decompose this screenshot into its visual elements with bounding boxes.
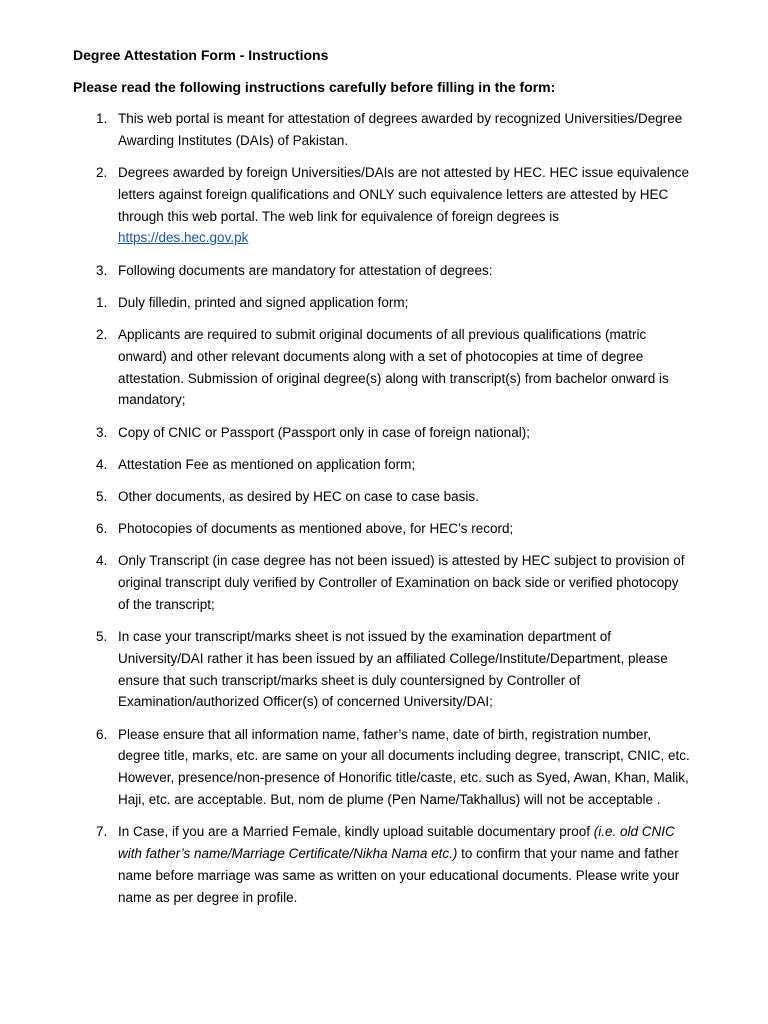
item-text: This web portal is meant for attestation of degrees awarded by recognized Universities/Degree Awarding Institutes (DAIs) of Pakistan. bbox=[118, 111, 683, 148]
item-text: Copy of CNIC or Passport (Passport only in case of foreign national); bbox=[118, 424, 530, 440]
item-number: 1. bbox=[96, 294, 108, 310]
item-text-italic: (i.e. old CNIC with father’s name/Marriage Certificate/Nikha Nama etc.) bbox=[118, 824, 675, 861]
list-item bbox=[73, 821, 693, 908]
instructions-list bbox=[73, 108, 693, 908]
list-item bbox=[73, 260, 693, 282]
item-text: Following documents are mandatory for attestation of degrees: bbox=[118, 262, 493, 278]
item-number: 5. bbox=[96, 629, 108, 645]
list-item bbox=[73, 162, 693, 249]
item-text-after: to confirm that your name and father name before marriage was same as written on your educational documents. Please write your name as per degree in profile. bbox=[118, 846, 680, 905]
item-number: 2. bbox=[96, 326, 108, 342]
item-text: In case your transcript/marks sheet is not issued by the examination department of University/DAI rather it has been issued by an affiliated College/Institute/Department, please ensure that such transcript/marks sheet is duly countersigned by Controller of Examination/authorized Officer(s) of concerned University/DAI; bbox=[118, 629, 668, 710]
list-item bbox=[73, 454, 693, 476]
item-number: 1. bbox=[96, 111, 108, 126]
equivalence-link[interactable]: https://des.hec.gov.pk bbox=[118, 230, 249, 246]
list-item bbox=[73, 518, 693, 540]
document-page bbox=[73, 44, 693, 919]
item-text: Only Transcript (in case degree has not been issued) is attested by HEC subject to provision of original transcript duly verified by Controller of Examination on back side or verified photocopy of the transcript; bbox=[118, 553, 685, 612]
item-text: Attestation Fee as mentioned on application form; bbox=[118, 456, 416, 472]
item-number: 4. bbox=[96, 456, 108, 472]
item-number: 4. bbox=[96, 553, 108, 569]
instructions-intro: Please read the following instructions carefully before filling in the form: bbox=[73, 79, 556, 95]
item-text-before: In Case, if you are a Married Female, kindly upload suitable documentary proof bbox=[118, 824, 594, 840]
list-item bbox=[73, 292, 693, 314]
item-text: Please ensure that all information name, father’s name, date of birth, registration number, degree title, marks, etc. are same on your all documents including degree, transcript, CNIC, etc. However, presence/non-presence of Honorific title/caste, etc. such as Syed, Awan, Khan, Malik, Haji, etc. are acceptable. But, nom de plume (Pen Name/Takhallus) will not be acceptable . bbox=[118, 726, 690, 808]
item-number: 6. bbox=[96, 521, 108, 537]
document-title: Degree Attestation Form - Instructions bbox=[73, 47, 329, 63]
list-item bbox=[73, 550, 693, 615]
item-number: 3. bbox=[96, 424, 108, 440]
list-item bbox=[73, 422, 693, 444]
item-number: 5. bbox=[96, 488, 108, 504]
list-item bbox=[73, 324, 693, 411]
item-number: 6. bbox=[96, 726, 108, 742]
item-number: 7. bbox=[96, 824, 108, 840]
list-item bbox=[73, 724, 693, 811]
item-number: 2. bbox=[96, 164, 108, 180]
list-item bbox=[73, 486, 693, 508]
item-text: Photocopies of documents as mentioned above, for HEC’s record; bbox=[118, 521, 514, 537]
list-item bbox=[73, 108, 693, 152]
list-item bbox=[73, 626, 693, 713]
item-text: Other documents, as desired by HEC on case to case basis. bbox=[118, 488, 479, 504]
item-text: Duly filledin, printed and signed application form; bbox=[118, 294, 409, 310]
item-text: Applicants are required to submit original documents of all previous qualifications (matric onward) and other relevant documents along with a set of photocopies at time of degree attestation. Submission of original degree(s) along with transcript(s) from bachelor onward is mandatory; bbox=[118, 326, 669, 408]
item-number: 3. bbox=[96, 262, 108, 278]
item-text: Degrees awarded by foreign Universities/DAIs are not attested by HEC. HEC issue equivalence letters against foreign qualifications and ONLY such equivalence letters are attested by HEC through this web portal. The web link for equivalence of foreign degrees is bbox=[118, 164, 690, 224]
